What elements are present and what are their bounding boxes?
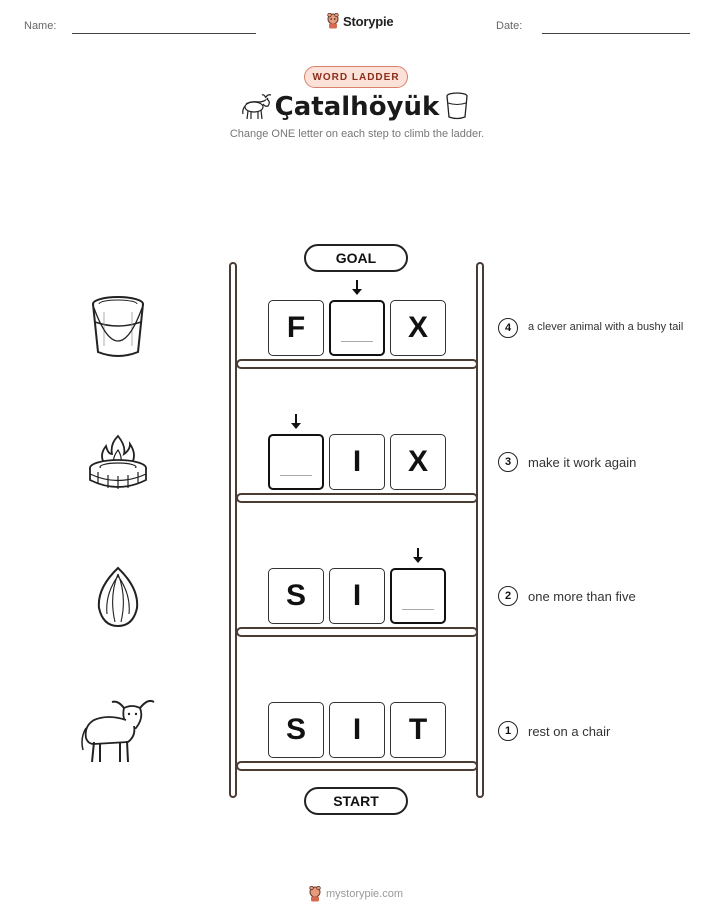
- letter-tile: X: [390, 434, 446, 490]
- blank-letter-tile[interactable]: [390, 568, 446, 624]
- start-label: START: [304, 787, 408, 815]
- footer-url[interactable]: mystorypie.com: [326, 888, 404, 900]
- clue-step-4: a clever animal with a bushy tail: [528, 321, 684, 333]
- step-number-4: 4: [498, 318, 518, 338]
- goal-label: GOAL: [304, 244, 408, 272]
- clue-step-1: rest on a chair: [528, 724, 611, 739]
- bull-icon: [80, 696, 156, 766]
- blank-letter-tile[interactable]: [329, 300, 385, 356]
- ladder-rung: [236, 761, 478, 771]
- clue-step-3: make it work again: [528, 455, 637, 470]
- bucket-icon: [90, 294, 146, 362]
- name-label: Name:: [24, 20, 57, 32]
- date-line[interactable]: [542, 33, 690, 34]
- letter-tile: I: [329, 702, 385, 758]
- letter-tile: F: [268, 300, 324, 356]
- storypie-mascot-icon: [308, 886, 322, 902]
- arrow-down-icon: [412, 548, 424, 564]
- name-line[interactable]: [72, 33, 256, 34]
- date-label: Date:: [496, 20, 523, 32]
- almond-icon: [95, 566, 141, 628]
- ladder-rung: [236, 493, 478, 503]
- storypie-mascot-icon: [326, 13, 340, 29]
- ladder-left-rail: [229, 262, 237, 798]
- blank-letter-tile[interactable]: [268, 434, 324, 490]
- letter-tile: I: [329, 568, 385, 624]
- letter-tile: X: [390, 300, 446, 356]
- clue-step-2: one more than five: [528, 589, 636, 604]
- page-title: Çatalhöyük: [274, 92, 440, 122]
- brand-name: Storypie: [343, 13, 394, 29]
- footer: [308, 886, 403, 902]
- ladder-rung: [236, 627, 478, 637]
- letter-tile: T: [390, 702, 446, 758]
- step-number-3: 3: [498, 452, 518, 472]
- campfire-icon: [88, 432, 148, 492]
- arrow-down-icon: [351, 280, 363, 296]
- bucket-icon: [444, 91, 470, 121]
- letter-tile: I: [329, 434, 385, 490]
- brand-logo: [326, 13, 393, 29]
- ladder-right-rail: [476, 262, 484, 798]
- letter-tile: S: [268, 702, 324, 758]
- arrow-down-icon: [290, 414, 302, 430]
- letter-tile: S: [268, 568, 324, 624]
- step-number-2: 2: [498, 586, 518, 606]
- ladder-rung: [236, 359, 478, 369]
- instructions: Change ONE letter on each step to climb the ladder.: [229, 128, 485, 140]
- word-ladder-badge: WORD LADDER: [304, 66, 408, 88]
- step-number-1: 1: [498, 721, 518, 741]
